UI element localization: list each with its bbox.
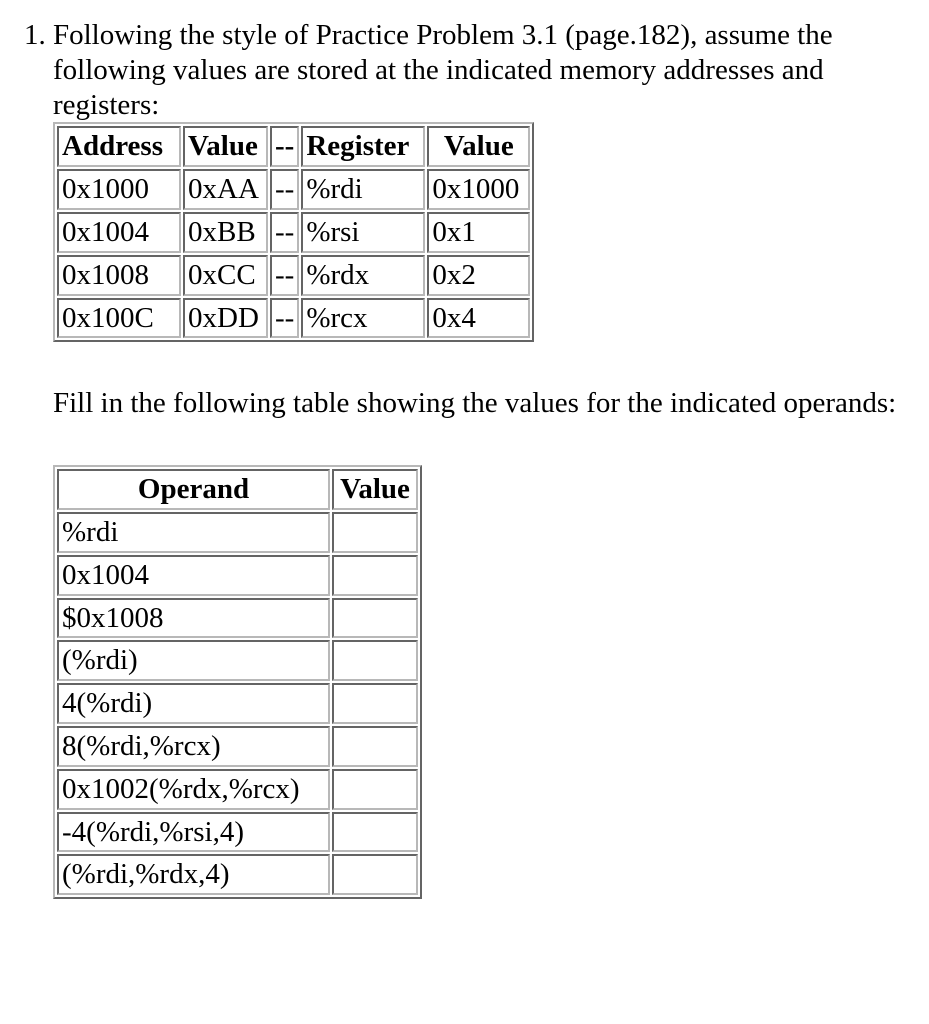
- cell-register-value: 0x2: [427, 255, 530, 296]
- memory-register-table: [53, 122, 534, 342]
- cell-operand: 4(%rdi): [57, 683, 330, 724]
- cell-register-value: 0x4: [427, 298, 530, 339]
- table-row: [57, 212, 530, 253]
- cell-register: %rsi: [301, 212, 425, 253]
- header-register-value: Value: [427, 126, 530, 167]
- cell-answer-value: [332, 640, 418, 681]
- table-row: [57, 598, 418, 639]
- cell-separator: --: [270, 212, 299, 253]
- cell-separator: --: [270, 169, 299, 210]
- cell-operand: $0x1008: [57, 598, 330, 639]
- cell-answer-value: [332, 598, 418, 639]
- cell-answer-value: [332, 854, 418, 895]
- table-row: [57, 555, 418, 596]
- list-item-number: 1.: [24, 19, 46, 51]
- table-row: [57, 298, 530, 339]
- cell-operand: (%rdi): [57, 640, 330, 681]
- cell-operand: (%rdi,%rdx,4): [57, 854, 330, 895]
- header-value: Value: [332, 469, 418, 510]
- cell-register: %rdi: [301, 169, 425, 210]
- cell-register-value: 0x1000: [427, 169, 530, 210]
- table-row: [57, 769, 418, 810]
- cell-answer-value: [332, 512, 418, 553]
- cell-answer-value: [332, 555, 418, 596]
- cell-value: 0xBB: [183, 212, 268, 253]
- cell-value: 0xAA: [183, 169, 268, 210]
- cell-operand: 8(%rdi,%rcx): [57, 726, 330, 767]
- cell-separator: --: [270, 298, 299, 339]
- cell-address: 0x100C: [57, 298, 181, 339]
- cell-value: 0xCC: [183, 255, 268, 296]
- table-row: [57, 726, 418, 767]
- cell-address: 0x1008: [57, 255, 181, 296]
- problem-content: [53, 18, 923, 899]
- cell-address: 0x1004: [57, 212, 181, 253]
- cell-answer-value: [332, 812, 418, 853]
- cell-answer-value: [332, 726, 418, 767]
- cell-operand: 0x1002(%rdx,%rcx): [57, 769, 330, 810]
- cell-answer-value: [332, 683, 418, 724]
- operand-table: [53, 465, 422, 899]
- table-row: [57, 854, 418, 895]
- table-header-row: [57, 469, 418, 510]
- header-operand: Operand: [57, 469, 330, 510]
- cell-operand: %rdi: [57, 512, 330, 553]
- cell-operand: -4(%rdi,%rsi,4): [57, 812, 330, 853]
- table-header-row: [57, 126, 530, 167]
- instruction-paragraph: Fill in the following table showing the values for the indicated operands:: [53, 387, 897, 420]
- cell-register: %rdx: [301, 255, 425, 296]
- cell-register-value: 0x1: [427, 212, 530, 253]
- cell-value: 0xDD: [183, 298, 268, 339]
- cell-separator: --: [270, 255, 299, 296]
- table-row: [57, 169, 530, 210]
- table-row: [57, 255, 530, 296]
- intro-paragraph: Following the style of Practice Problem 3.1 (page.182), assume the following values are stored at the indicated memory addresses and registers:: [53, 19, 833, 121]
- table-row: [57, 683, 418, 724]
- table-row: [57, 812, 418, 853]
- cell-register: %rcx: [301, 298, 425, 339]
- cell-operand: 0x1004: [57, 555, 330, 596]
- table-row: [57, 640, 418, 681]
- table-row: [57, 512, 418, 553]
- header-separator: --: [270, 126, 299, 167]
- header-address: Address: [57, 126, 181, 167]
- header-register: Register: [301, 126, 425, 167]
- header-value: Value: [183, 126, 268, 167]
- cell-answer-value: [332, 769, 418, 810]
- cell-address: 0x1000: [57, 169, 181, 210]
